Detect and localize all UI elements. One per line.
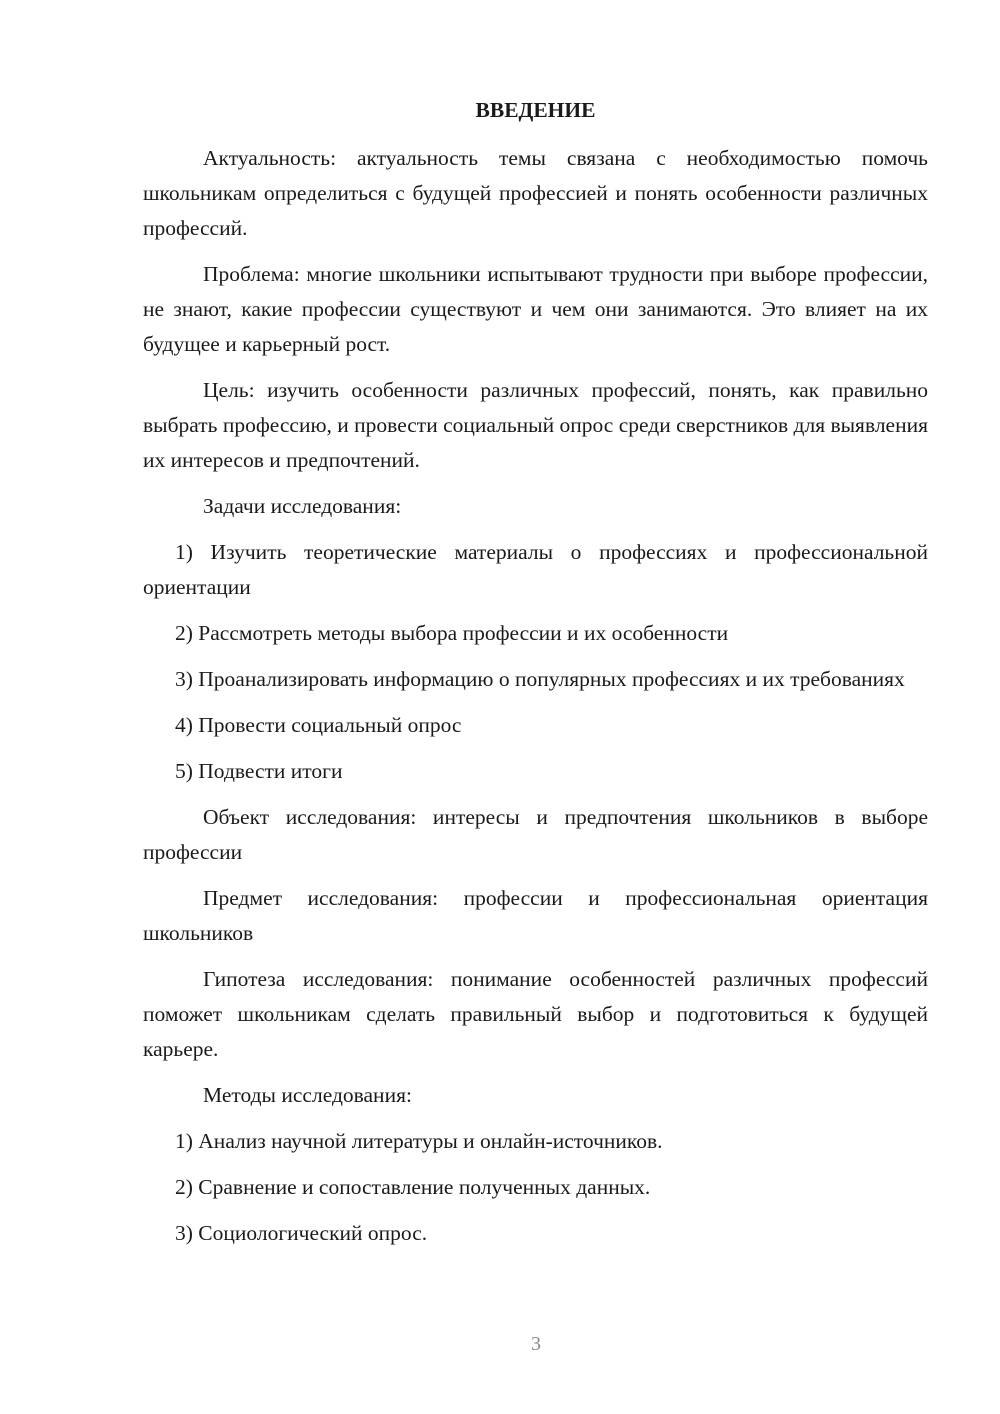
methods-heading: Методы исследования:	[203, 1083, 412, 1107]
method-item: 1) Анализ научной литературы и онлайн-источников.	[175, 1129, 663, 1153]
page-number: 3	[531, 1333, 541, 1355]
goal-paragraph: Цель: изучить особенности различных профессий, понять, как правильно выбрать профессию, и провести социальный опрос среди сверстников для выявления их интересов и предпочтений.	[143, 378, 928, 472]
task-item: 5) Подвести итоги	[175, 759, 343, 783]
hypothesis-paragraph: Гипотеза исследования: понимание особенностей различных профессий поможет школьникам сделать правильный выбор и подготовиться к будущей карьере.	[143, 967, 928, 1061]
method-item: 2) Сравнение и сопоставление полученных данных.	[175, 1175, 651, 1199]
method-item: 3) Социологический опрос.	[175, 1221, 428, 1245]
subject-paragraph: Предмет исследования: профессии и профессиональная ориентация школьников	[143, 886, 928, 945]
object-paragraph: Объект исследования: интересы и предпочтения школьников в выборе профессии	[143, 805, 928, 864]
task-item: 1) Изучить теоретические материалы о профессиях и профессиональной ориентации	[143, 540, 928, 599]
page-title: ВВЕДЕНИЕ	[475, 98, 596, 122]
tasks-heading: Задачи исследования:	[203, 494, 402, 518]
problem-paragraph: Проблема: многие школьники испытывают трудности при выборе профессии, не знают, какие профессии существуют и чем они занимаются. Это влияет на их будущее и карьерный рост.	[143, 262, 928, 356]
task-item: 3) Проанализировать информацию о популярных профессиях и их требованиях	[175, 667, 905, 691]
task-item: 4) Провести социальный опрос	[175, 713, 462, 737]
task-item: 2) Рассмотреть методы выбора профессии и их особенности	[175, 621, 729, 645]
relevance-paragraph: Актуальность: актуальность темы связана с необходимостью помочь школьникам определиться с будущей профессией и понять особенности различных профессий.	[143, 146, 928, 240]
page-content	[143, 96, 928, 1262]
